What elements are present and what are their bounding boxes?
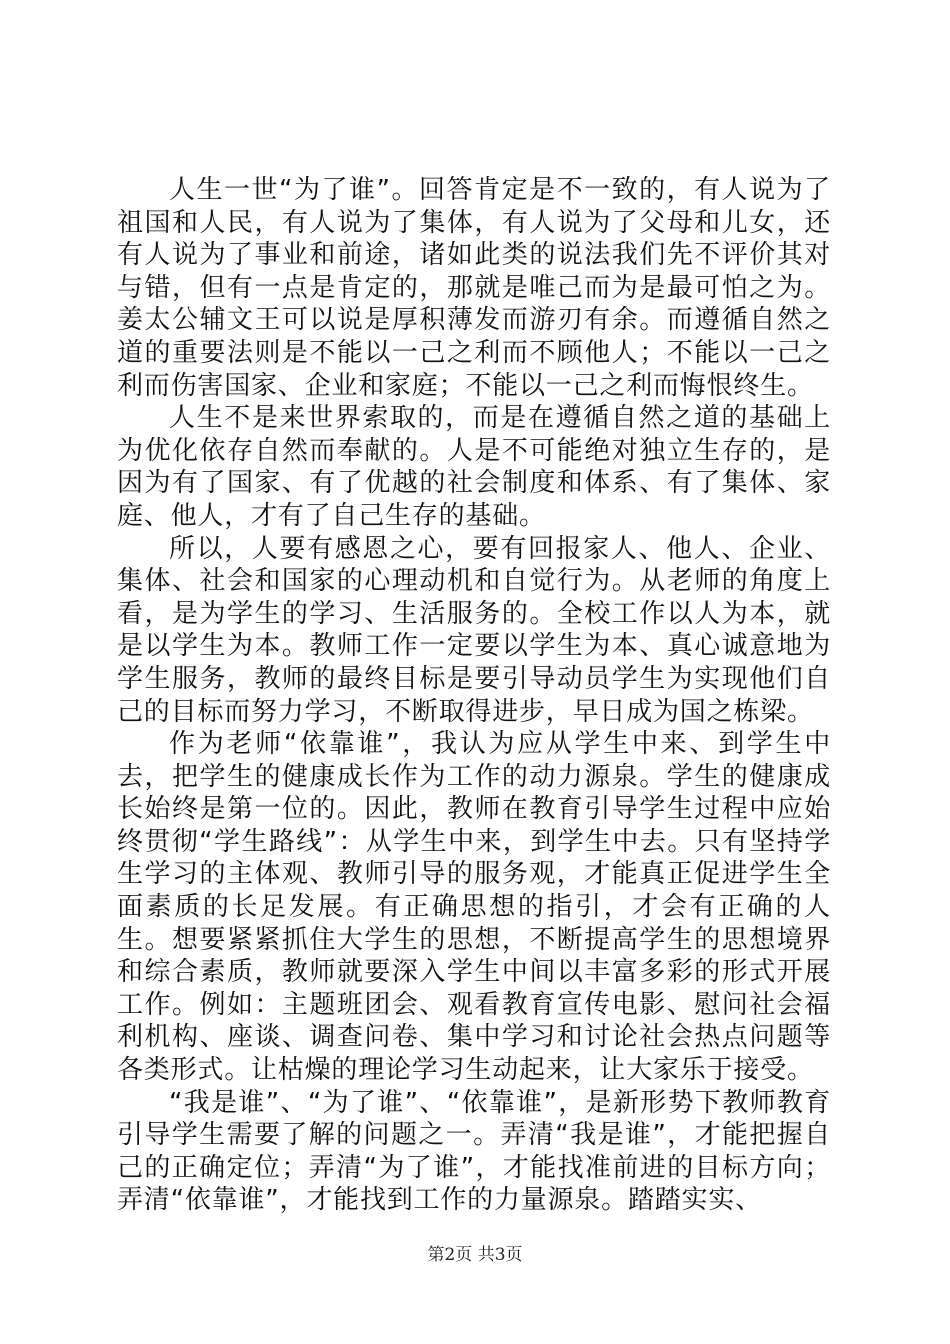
paragraph: 人生不是来世界索取的，而是在遵循自然之道的基础上为优化依存自然而奉献的。人是不可能绝对独立生存的，是因为有了国家、有了优越的社会制度和体系、有了集体、家庭、他人，才有了自己生存的基础。 — [117, 403, 831, 531]
paragraph: 所以，人要有感恩之心，要有回报家人、他人、企业、集体、社会和国家的心理动机和自觉行为。从老师的角度上看，是为学生的学习、生活服务的。全校工作以人为本，就是以学生为本。教师工作一定要以学生为本、真心诚意地为学生服务，教师的最终目标是要引导动员学生为实现他们自己的目标而努力学习，不断取得进步，早日成为国之栋梁。 — [117, 533, 831, 727]
document-body — [117, 174, 831, 1217]
paragraph: “我是谁”、“为了谁”、“依靠谁”，是新形势下教师教育引导学生需要了解的问题之一。弄清“我是谁”，才能把握自己的正确定位；弄清“为了谁”，才能找准前进的目标方向；弄清“依靠谁”，才能找到工作的力量源泉。踏踏实实、 — [117, 1087, 831, 1216]
paragraph: 人生一世“为了谁”。回答肯定是不一致的，有人说为了祖国和人民，有人说为了集体，有人说为了父母和儿女，还有人说为了事业和前途，诸如此类的说法我们先不评价其对与错，但有一点是肯定的，那就是唯己而为是最可怕之为。姜太公辅文王可以说是厚积薄发而游刃有余。而遵循自然之道的重要法则是不能以一己之利而不顾他人；不能以一己之利而伤害国家、企业和家庭；不能以一己之利而悔恨终生。 — [117, 175, 831, 401]
page-number-footer: 第2页 共3页 — [427, 1245, 523, 1265]
paragraph: 作为老师“依靠谁”，我认为应从学生中来、到学生中去，把学生的健康成长作为工作的动力源泉。学生的健康成长始终是第一位的。因此，教师在教育引导学生过程中应始终贯彻“学生路线”：从学生中来，到学生中去。只有坚持学生学习的主体观、教师引导的服务观，才能真正促进学生全面素质的长足发展。有正确思想的指引，才会有正确的人生。想要紧紧抓住大学生的思想，不断提高学生的思想境界和综合素质，教师就要深入学生中间以丰富多彩的形式开展工作。例如：主题班团会、观看教育宣传电影、慰问社会福利机构、座谈、调查问卷、集中学习和讨论社会热点问题等各类形式。让枯燥的理论学习生动起来，让大家乐于接受。 — [117, 729, 831, 1086]
